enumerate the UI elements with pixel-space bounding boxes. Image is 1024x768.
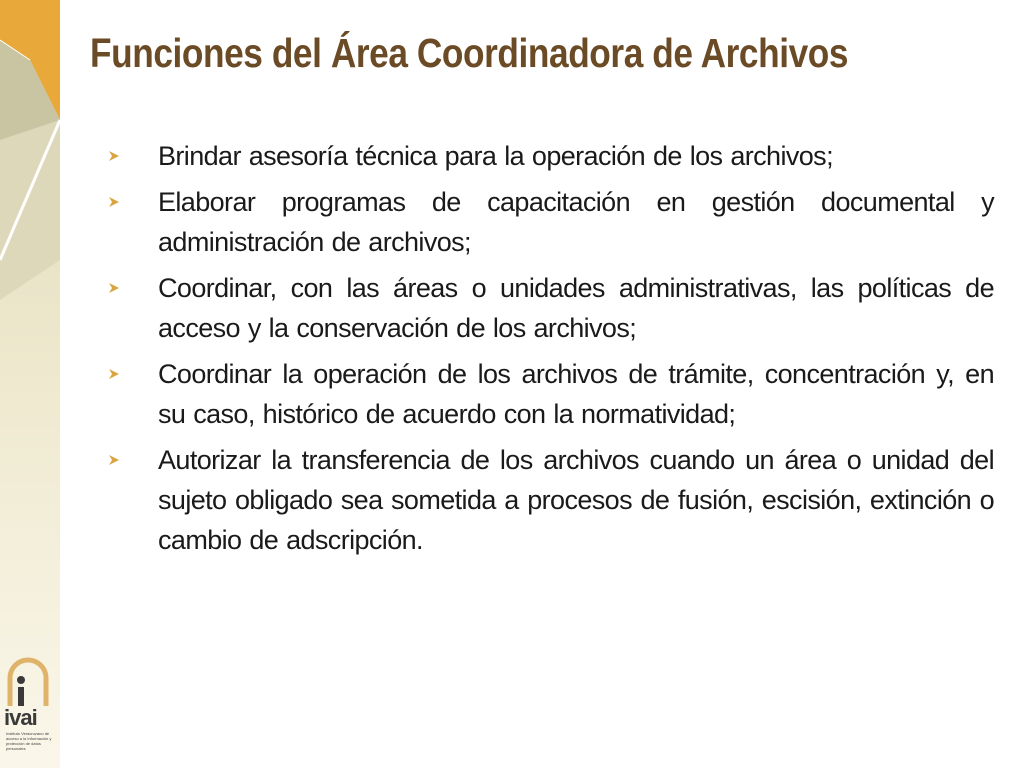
arrowhead-bullet-icon	[104, 440, 158, 480]
bullet-text: Autorizar la transferencia de los archivos cuando un área o unidad del sujeto obligado sea sometida a procesos de fusión, escisión, extinción o cambio de adscripción.	[158, 445, 994, 555]
bullet-list	[104, 136, 994, 566]
bullet-item	[104, 440, 994, 560]
arrowhead-bullet-icon	[104, 136, 158, 176]
band-graphic	[0, 0, 60, 768]
bullet-text: Coordinar, con las áreas o unidades administrativas, las políticas de acceso y la conservación de los archivos;	[158, 273, 994, 343]
logo-caption: Instituto Veracruzano de acceso a la Información y protección de datos personales	[6, 731, 52, 751]
bullet-item	[104, 182, 994, 262]
bullet-text: Coordinar la operación de los archivos de trámite, concentración y, en su caso, histórico de acuerdo con la normatividad;	[158, 359, 994, 429]
arrowhead-bullet-icon	[104, 182, 158, 222]
arrowhead-bullet-icon	[104, 354, 158, 394]
left-decorative-band	[0, 0, 60, 768]
bullet-text: Elaborar programas de capacitación en gestión documental y administración de archivos;	[158, 187, 994, 257]
ivai-logo-mark-icon	[4, 656, 56, 706]
bullet-item	[104, 268, 994, 348]
logo-wordmark: ivai	[4, 705, 37, 730]
bullet-text: Brindar asesoría técnica para la operación de los archivos;	[158, 141, 833, 171]
arrowhead-bullet-icon	[104, 268, 158, 308]
bullet-item	[104, 136, 994, 176]
bullet-item	[104, 354, 994, 434]
slide-title: Funciones del Área Coordinadora de Archivos	[90, 30, 849, 76]
